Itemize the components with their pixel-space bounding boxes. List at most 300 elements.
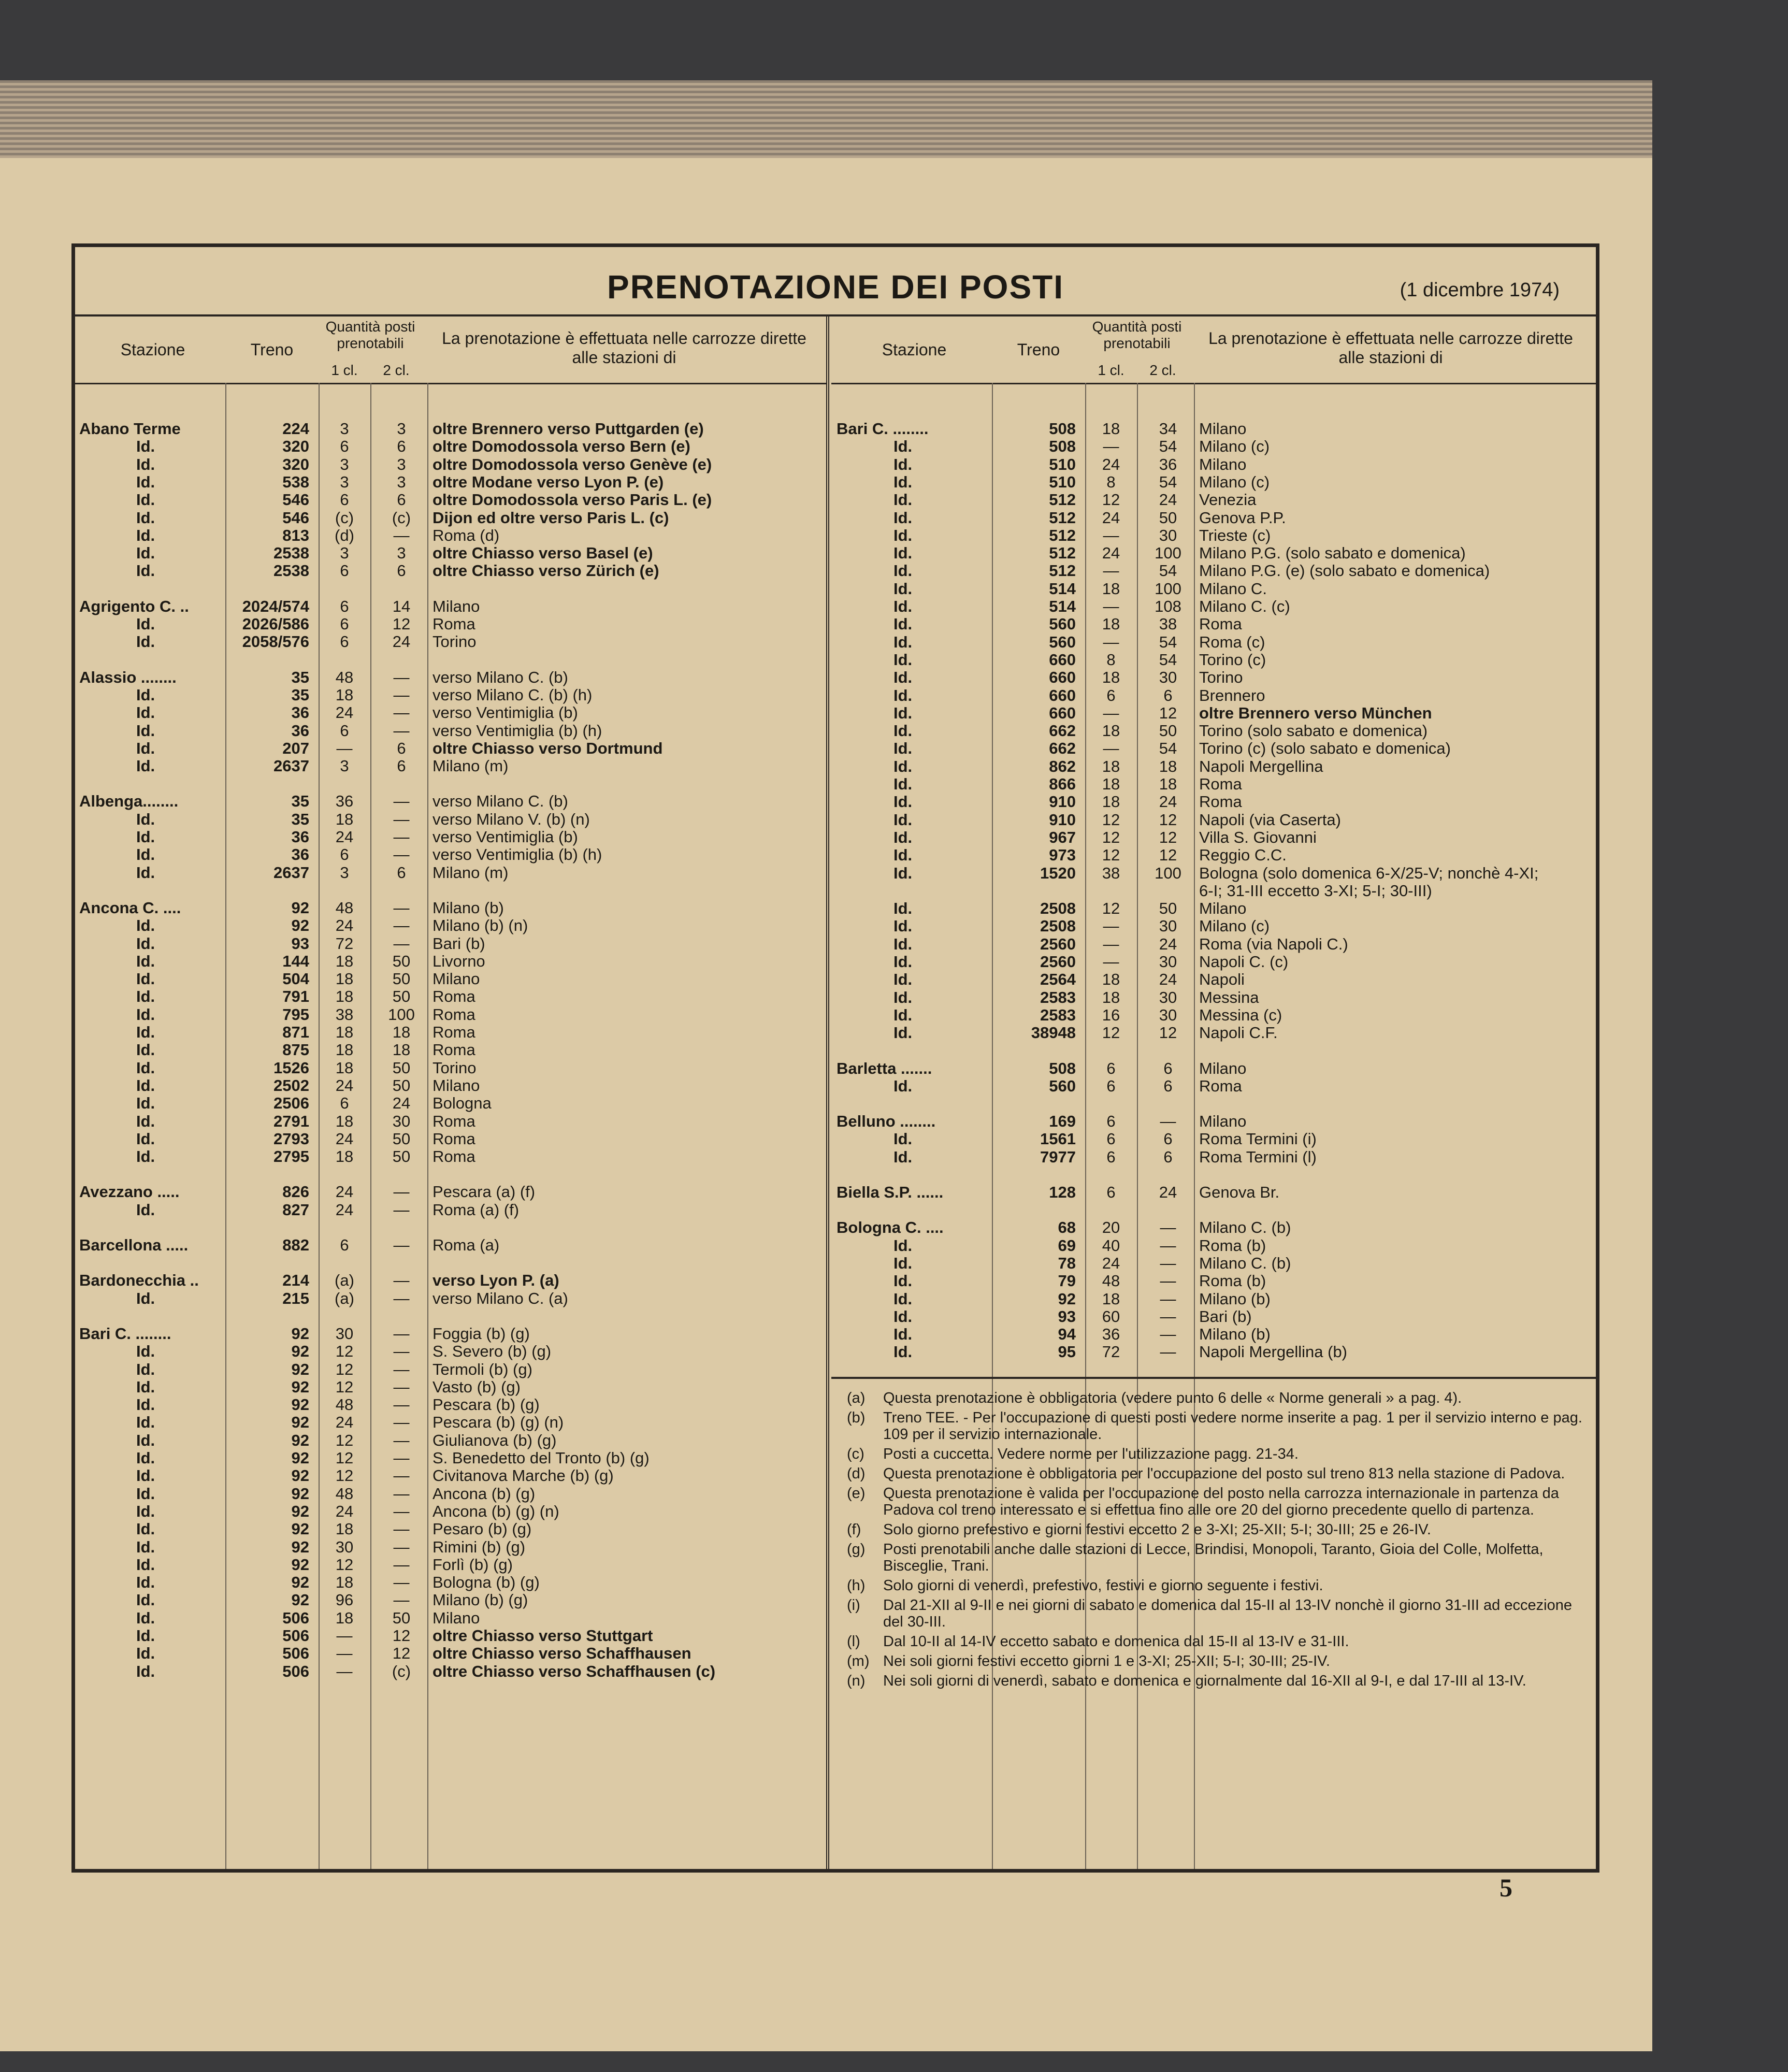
train-cell: 506 (282, 1608, 309, 1627)
cl1-cell: 12 (1102, 1024, 1120, 1042)
train-cell: 92 (291, 1377, 309, 1396)
footnote (847, 1633, 1588, 1650)
station-cell: Id. (136, 1289, 155, 1307)
station-cell: Id. (136, 1112, 155, 1130)
train-cell: 660 (1049, 650, 1076, 669)
station-cell: Id. (136, 455, 155, 473)
footnote (847, 1597, 1588, 1630)
table-row (831, 811, 1598, 829)
cl1-cell: (a) (335, 1271, 354, 1290)
cl2-cell: 50 (1159, 508, 1177, 527)
cl1-cell: 6 (340, 1094, 349, 1113)
cl1-cell: 18 (335, 1058, 354, 1077)
train-cell: 2506 (273, 1094, 309, 1113)
cl1-cell: 24 (335, 828, 354, 846)
cl1-cell: 6 (1106, 686, 1116, 704)
destination-cell: verso Ventimiglia (b) (432, 703, 578, 722)
cl2-cell: — (1160, 1272, 1176, 1290)
destination-cell: Ancona (b) (g) (432, 1484, 536, 1503)
cl1-cell: 18 (1102, 420, 1120, 438)
cl2-cell: — (1160, 1325, 1176, 1344)
cl2-cell: 100 (1155, 864, 1181, 882)
cl2-cell: 24 (1159, 970, 1177, 989)
station-cell: Id. (136, 1094, 155, 1113)
train-cell: 92 (1058, 1289, 1076, 1308)
cl1-cell: 12 (335, 1449, 354, 1467)
table-row (75, 864, 826, 882)
left-rows (75, 383, 826, 1869)
table-row (831, 544, 1598, 562)
train-cell: 514 (1049, 579, 1076, 598)
station-cell: Id. (893, 917, 913, 936)
cl1-cell: 12 (1102, 899, 1120, 918)
page-edge (0, 80, 1652, 158)
table-row (75, 1520, 826, 1538)
destination-cell: Roma (a) (f) (432, 1200, 520, 1219)
footnote-text: Nei soli giorni di venerdì, sabato e domenica e giornalmente dal 16-XII al 9-I, e dal 17-III al 13-IV. (883, 1672, 1526, 1689)
footnote (847, 1485, 1588, 1518)
footnotes (847, 1390, 1588, 1692)
cl2-cell: — (393, 845, 410, 864)
header-treno: Treno (1017, 340, 1060, 359)
train-cell: 7977 (1040, 1147, 1076, 1166)
table-row (75, 1627, 826, 1645)
cl2-cell: — (393, 1200, 410, 1219)
train-cell: 813 (282, 526, 309, 544)
station-cell: Id. (136, 1129, 155, 1148)
station-cell: Id. (893, 455, 913, 473)
destination-cell: Napoli Mergellina (b) (1199, 1343, 1348, 1361)
train-cell: 92 (291, 1591, 309, 1609)
station-cell: Id. (136, 437, 155, 456)
destination-cell: oltre Chiasso verso Dortmund (432, 739, 663, 757)
destination-cell: Milano P.G. (solo sabato e domenica) (1199, 544, 1466, 563)
train-cell: 320 (282, 455, 309, 473)
train-cell: 320 (282, 437, 309, 456)
station-cell: Id. (893, 615, 913, 634)
footnote-key: (c) (847, 1445, 864, 1462)
cl1-cell: 24 (1102, 1254, 1120, 1272)
train-cell: 2560 (1040, 953, 1076, 971)
cl2-cell: 30 (1159, 917, 1177, 936)
station-cell: Id. (893, 579, 913, 598)
cl1-cell: 6 (340, 1236, 349, 1254)
station-cell: Id. (893, 775, 913, 793)
station-cell: Id. (136, 739, 155, 757)
table-row (75, 527, 826, 544)
right-rows (831, 383, 1598, 1869)
destination-cell: Livorno (432, 952, 485, 970)
cl2-cell: — (393, 1431, 410, 1449)
cl1-cell: 3 (340, 544, 349, 563)
station-cell: Id. (893, 508, 913, 527)
cl2-cell: 12 (1159, 703, 1177, 722)
train-cell: 95 (1058, 1343, 1076, 1361)
footnote-key: (g) (847, 1541, 866, 1558)
station-cell: Id. (136, 1360, 155, 1378)
footnote-key: (a) (847, 1389, 866, 1406)
train-cell: 2058/576 (242, 632, 309, 651)
table-row (75, 1130, 826, 1148)
station-cell: Id. (136, 1520, 155, 1538)
table-row (831, 1219, 1598, 1236)
cl1-cell: — (1103, 739, 1119, 758)
cl2-cell: 6 (397, 491, 406, 509)
table-row (75, 420, 826, 438)
cl2-cell: 54 (1159, 437, 1177, 456)
cl1-cell: 18 (1102, 988, 1120, 1006)
table-row (75, 740, 826, 757)
cl2-cell: 12 (392, 1627, 411, 1645)
station-cell: Id. (136, 1449, 155, 1467)
train-cell: 36 (291, 845, 309, 864)
train-cell: 2508 (1040, 899, 1076, 918)
cl1-cell: (c) (335, 508, 354, 527)
footnote-text: Questa prenotazione è valida per l'occupazione del posto nella carrozza internazionale in partenza da Padova col treno interessato e si effettua fino alle ore 20 del giorno precedente quello di partenza. (883, 1485, 1559, 1518)
destination-cell: Rimini (b) (g) (432, 1537, 526, 1556)
table-row (75, 1059, 826, 1077)
train-cell: 2538 (273, 562, 309, 580)
cl2-cell: 24 (1159, 1183, 1177, 1201)
table-row (75, 970, 826, 988)
cl1-cell: — (1103, 703, 1119, 722)
table-row (75, 1236, 826, 1254)
cl1-cell: 6 (340, 721, 349, 740)
destination-cell: Milano (b) (g) (432, 1591, 528, 1609)
cl2-cell: 30 (392, 1112, 411, 1130)
station-cell: Id. (136, 721, 155, 740)
destination-cell: Pescara (b) (g) (n) (432, 1413, 564, 1432)
table-row (75, 1609, 826, 1627)
cl2-cell: — (393, 828, 410, 846)
destination-cell: Torino (c) (solo sabato e domenica) (1199, 739, 1451, 758)
cl1-cell: 8 (1106, 650, 1116, 669)
table-row (75, 1113, 826, 1130)
footnote-key: (l) (847, 1633, 860, 1650)
cl1-cell: 6 (340, 632, 349, 651)
table-row (75, 633, 826, 651)
train-cell: 662 (1049, 722, 1076, 740)
destination-cell: oltre Modane verso Lyon P. (e) (432, 472, 664, 491)
destination-cell: Pescara (b) (g) (432, 1395, 540, 1414)
train-cell: 2508 (1040, 917, 1076, 936)
train-cell: 215 (282, 1289, 309, 1307)
train-cell: 79 (1058, 1272, 1076, 1290)
train-cell: 546 (282, 508, 309, 527)
station-cell: Id. (136, 828, 155, 846)
cl1-cell: 3 (340, 757, 349, 775)
cl1-cell: — (336, 739, 353, 757)
table-row (75, 757, 826, 775)
cl2-cell: 6 (1163, 1147, 1173, 1166)
cl1-cell: 18 (1102, 757, 1120, 775)
destination-cell: Roma (via Napoli C.) (1199, 934, 1348, 953)
train-cell: 910 (1049, 810, 1076, 829)
destination-cell: 6-I; 31-III eccetto 3-XI; 5-I; 30-III) (1199, 881, 1432, 900)
train-cell: 35 (291, 668, 309, 686)
cl2-cell: 18 (392, 1041, 411, 1059)
cl1-cell: 18 (335, 1112, 354, 1130)
table-row (831, 669, 1598, 686)
cl2-cell: 30 (1159, 953, 1177, 971)
cl2-cell: 3 (397, 472, 406, 491)
reservation-table (71, 243, 1599, 1873)
train-cell: 2560 (1040, 934, 1076, 953)
train-cell: 871 (282, 1023, 309, 1041)
cl1-cell: 3 (340, 420, 349, 438)
cl2-cell: (c) (392, 508, 411, 527)
cl2-cell: — (393, 1449, 410, 1467)
destination-cell: Roma (432, 1023, 475, 1041)
cl1-cell: — (1103, 934, 1119, 953)
train-cell: 506 (282, 1644, 309, 1663)
station-cell: Id. (893, 1343, 913, 1361)
table-row (831, 1343, 1598, 1361)
cl2-cell: — (393, 1271, 410, 1290)
cl2-cell: 12 (1159, 1024, 1177, 1042)
destination-cell: Roma (1199, 615, 1242, 634)
station-cell: Albenga........ (79, 792, 179, 811)
train-cell: 92 (291, 1502, 309, 1520)
cl2-cell: 50 (392, 952, 411, 970)
cl1-cell: 6 (1106, 1059, 1116, 1077)
table-row (75, 935, 826, 953)
cl2-cell: 50 (1159, 722, 1177, 740)
table-row (831, 473, 1598, 491)
train-cell: 92 (291, 1573, 309, 1592)
cl1-cell: 12 (335, 1431, 354, 1449)
cl1-cell: 18 (1102, 579, 1120, 598)
cl2-cell: — (393, 721, 410, 740)
train-cell: 560 (1049, 615, 1076, 634)
station-cell: Abano Terme (79, 420, 181, 438)
cl1-cell: 18 (335, 1041, 354, 1059)
station-cell: Id. (136, 1395, 155, 1414)
train-cell: 508 (1049, 1059, 1076, 1077)
table-row (831, 704, 1598, 722)
destination-cell: Pesaro (b) (g) (432, 1520, 532, 1538)
station-cell: Id. (136, 685, 155, 704)
station-cell: Bari C. ........ (79, 1324, 171, 1343)
table-row (831, 740, 1598, 757)
station-cell: Id. (893, 793, 913, 811)
destination-cell: Roma (432, 1112, 475, 1130)
train-cell: 169 (1049, 1112, 1076, 1131)
station-cell: Id. (136, 987, 155, 1006)
footnote (847, 1390, 1588, 1406)
train-cell: 538 (282, 472, 309, 491)
train-cell: 92 (291, 1360, 309, 1378)
header-prenotazione: La prenotazione è effettuata nelle carrozze dirette alle stazioni di (442, 329, 806, 367)
train-cell: 512 (1049, 526, 1076, 544)
cl1-cell: — (1103, 953, 1119, 971)
table-row (75, 1024, 826, 1041)
table-row (831, 1130, 1598, 1148)
table-row (831, 722, 1598, 740)
cl2-cell: — (1160, 1343, 1176, 1361)
train-cell: 2583 (1040, 1005, 1076, 1024)
table-row (75, 793, 826, 810)
destination-cell: oltre Brennero verso Puttgarden (e) (432, 420, 704, 438)
cl2-cell: 50 (392, 1608, 411, 1627)
cl1-cell: 24 (335, 1502, 354, 1520)
cl1-cell: 48 (335, 1484, 354, 1503)
table-row (831, 865, 1598, 882)
station-cell: Id. (136, 1431, 155, 1449)
destination-cell: S. Benedetto del Tronto (b) (g) (432, 1449, 650, 1467)
train-cell: 512 (1049, 508, 1076, 527)
footnote-text: Nei soli giorni festivi eccetto giorni 1 e 3-XI; 25-XII; 5-I; 30-III; 25-IV. (883, 1652, 1330, 1670)
cl1-cell: — (1103, 526, 1119, 544)
cl2-cell: (c) (392, 1662, 411, 1680)
station-cell: Bari C. ........ (837, 420, 929, 438)
cl1-cell: 18 (335, 685, 354, 704)
cl1-cell: 3 (340, 472, 349, 491)
destination-cell: Milano (c) (1199, 472, 1270, 491)
train-cell: 92 (291, 1431, 309, 1449)
station-cell: Id. (136, 1537, 155, 1556)
left-header (75, 314, 826, 384)
table-row (75, 1591, 826, 1609)
train-cell: 560 (1049, 632, 1076, 651)
cl2-cell: — (393, 1591, 410, 1609)
train-cell: 560 (1049, 1076, 1076, 1095)
cl2-cell: 50 (1159, 899, 1177, 918)
footnote-key: (h) (847, 1577, 866, 1594)
destination-cell: Milano (c) (1199, 917, 1270, 936)
train-cell: 512 (1049, 562, 1076, 580)
table-row (831, 687, 1598, 704)
station-cell: Id. (893, 703, 913, 722)
station-cell: Id. (893, 632, 913, 651)
train-cell: 512 (1049, 544, 1076, 563)
destination-cell: Roma (a) (432, 1236, 500, 1254)
table-row (75, 1290, 826, 1307)
cl1-cell: 12 (335, 1360, 354, 1378)
cl1-cell: 48 (335, 668, 354, 686)
train-cell: 866 (1049, 775, 1076, 793)
cl2-cell: 30 (1159, 1005, 1177, 1024)
footnote (847, 1465, 1588, 1482)
table-row (75, 811, 826, 828)
station-cell: Bologna C. .... (837, 1218, 944, 1237)
train-cell: 38948 (1031, 1024, 1076, 1042)
table-row (831, 917, 1598, 935)
header-stazione: Stazione (120, 340, 185, 359)
destination-cell: Napoli (1199, 970, 1245, 989)
station-cell: Id. (893, 757, 913, 775)
destination-cell: oltre Chiasso verso Basel (e) (432, 544, 653, 563)
station-cell: Id. (893, 1307, 913, 1326)
station-cell: Id. (136, 526, 155, 544)
cl2-cell: — (393, 1484, 410, 1503)
cl1-cell: 18 (1102, 970, 1120, 989)
cl1-cell: 24 (335, 1076, 354, 1095)
destination-cell: Ancona (b) (g) (n) (432, 1502, 559, 1520)
cl1-cell: — (336, 1662, 353, 1680)
cl1-cell: — (336, 1627, 353, 1645)
station-cell: Id. (893, 1325, 913, 1344)
cl1-cell: 40 (1102, 1236, 1120, 1255)
cl2-cell: — (1160, 1307, 1176, 1326)
cl1-cell: 12 (335, 1555, 354, 1574)
cl2-cell: 54 (1159, 650, 1177, 669)
cl1-cell: 18 (335, 1520, 354, 1538)
cl2-cell: — (1160, 1218, 1176, 1237)
footnote-text: Questa prenotazione è obbligatoria per l'occupazione del posto sul treno 813 nella stazione di Padova. (883, 1465, 1565, 1482)
footnote (847, 1446, 1588, 1462)
destination-cell: verso Milano V. (b) (n) (432, 810, 590, 828)
destination-cell: verso Milano C. (b) (432, 792, 568, 811)
station-cell: Id. (893, 810, 913, 829)
cl1-cell: 6 (1106, 1076, 1116, 1095)
footnote-key: (b) (847, 1409, 866, 1426)
right-column (831, 314, 1598, 1869)
train-cell: 862 (1049, 757, 1076, 775)
train-cell: 94 (1058, 1325, 1076, 1344)
train-cell: 510 (1049, 455, 1076, 473)
station-cell: Id. (136, 1644, 155, 1663)
station-cell: Id. (893, 1236, 913, 1255)
cl2-cell: — (393, 1342, 410, 1361)
station-cell: Id. (893, 970, 913, 989)
destination-cell: Torino (432, 632, 477, 651)
cl1-cell: 18 (1102, 722, 1120, 740)
table-row (831, 651, 1598, 669)
station-cell: Id. (136, 845, 155, 864)
cl1-cell: — (336, 1644, 353, 1663)
table-row (831, 1308, 1598, 1326)
train-cell: 92 (291, 1520, 309, 1538)
table-row (831, 527, 1598, 544)
footnote-text: Dal 10-II al 14-IV eccetto sabato e domenica dal 15-II al 13-IV e 31-III. (883, 1633, 1349, 1650)
cl1-cell: 18 (335, 1023, 354, 1041)
footnote-key: (f) (847, 1521, 861, 1538)
station-cell: Id. (136, 1466, 155, 1485)
table-row (75, 615, 826, 633)
destination-cell: Roma Termini (l) (1199, 1147, 1317, 1166)
cl1-cell: — (1103, 917, 1119, 936)
cl2-cell: 50 (392, 987, 411, 1006)
station-cell: Id. (136, 615, 155, 633)
station-cell: Id. (893, 934, 913, 953)
station-cell: Barcellona ..... (79, 1236, 189, 1254)
train-cell: 92 (291, 1324, 309, 1343)
station-cell: Id. (136, 863, 155, 882)
cl1-cell: 8 (1106, 472, 1116, 491)
cl2-cell: — (393, 526, 410, 544)
footnote-text: Treno TEE. - Per l'occupazione di questi posti vedere norme inserite a pag. 1 per il servizio interno e pag. 109 per il servizio internazionale. (883, 1409, 1582, 1443)
table-row (831, 491, 1598, 509)
destination-cell: Milano (432, 1076, 480, 1095)
cl2-cell: — (393, 1395, 410, 1414)
table-row (831, 420, 1598, 438)
table-row (831, 953, 1598, 971)
cl1-cell: 24 (1102, 508, 1120, 527)
table-row (831, 438, 1598, 455)
train-cell: 35 (291, 792, 309, 811)
station-cell: Id. (136, 1041, 155, 1059)
table-row (831, 793, 1598, 811)
cl1-cell: 12 (335, 1466, 354, 1485)
destination-cell: Roma Termini (i) (1199, 1130, 1317, 1148)
destination-cell: Forlì (b) (g) (432, 1555, 513, 1574)
destination-cell: Civitanova Marche (b) (g) (432, 1466, 614, 1485)
cl1-cell: 18 (1102, 793, 1120, 811)
cl2-cell: 38 (1159, 615, 1177, 634)
destination-cell: Milano (432, 597, 480, 615)
station-cell: Id. (893, 1076, 913, 1095)
